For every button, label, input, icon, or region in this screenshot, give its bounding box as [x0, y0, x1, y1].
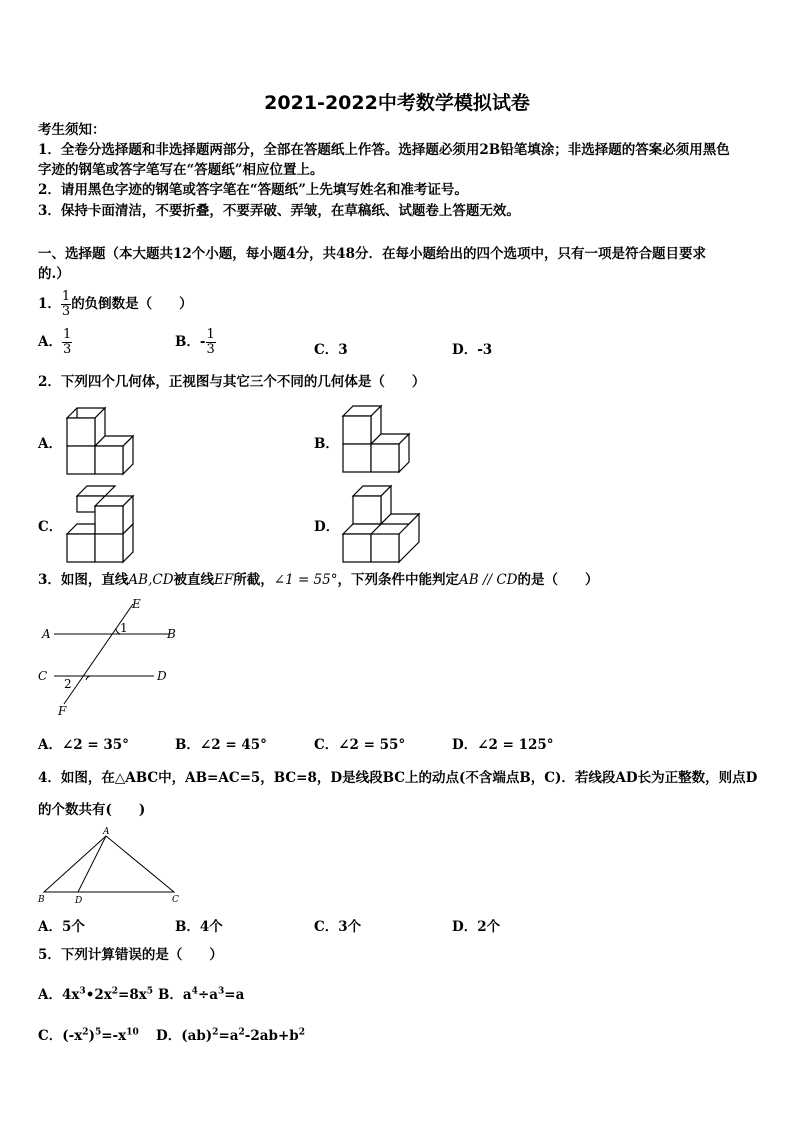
- question-2-option-c: C．: [38, 519, 63, 535]
- exponent: 5: [94, 1027, 102, 1038]
- expr: ): [88, 1028, 95, 1044]
- exponent: 2: [238, 1027, 245, 1038]
- question-1-stem: [38, 290, 193, 319]
- label-a: A: [103, 827, 110, 837]
- question-5-option-a: [38, 983, 153, 1003]
- question-1-number: 1．: [38, 296, 61, 312]
- cube-figure-c: [60, 484, 150, 564]
- label-angle-1: 1: [120, 621, 128, 635]
- question-3-option-c: C．∠2 = 55°: [314, 737, 406, 753]
- question-3-option-b: B．∠2 = 45°: [175, 737, 267, 753]
- question-1-fraction: [61, 290, 71, 319]
- exponent: 2: [82, 1027, 89, 1038]
- stem-text: 的是（ ）: [517, 572, 599, 588]
- expr: B．a: [158, 987, 192, 1003]
- expr: =-x: [101, 1028, 127, 1044]
- question-4-option-b: B．4个: [175, 919, 223, 935]
- expr: A．4x: [38, 987, 80, 1003]
- exponent: 2: [111, 986, 119, 997]
- question-4-option-c: C．3个: [314, 919, 362, 935]
- question-5-option-c: [38, 1024, 139, 1044]
- page-title: 2021-2022中考数学模拟试卷: [264, 92, 530, 114]
- label-a: A: [42, 627, 51, 641]
- question-3-stem: [38, 570, 599, 590]
- question-4-option-d: D．2个: [452, 919, 501, 935]
- question-3-option-d: D．∠2 = 125°: [452, 737, 554, 753]
- question-3-figure: [36, 596, 186, 718]
- question-4-line-1: 4．如图，在△ABC中，AB=AC=5，BC=8，D是线段BC上的动点(不含端点B，C)．若线段AD长为正整数，则点D: [38, 770, 758, 786]
- exponent: 10: [126, 1027, 139, 1038]
- option-label: A．: [38, 334, 62, 350]
- label-e: E: [132, 597, 141, 611]
- stem-text: 3．如图，直线: [38, 572, 129, 588]
- question-2-option-b: B．: [314, 436, 339, 452]
- exponent: 4: [191, 986, 198, 997]
- fraction-numerator: 1: [62, 327, 72, 342]
- question-4-option-a: A．5个: [38, 919, 85, 935]
- exponent: 2: [212, 1027, 219, 1038]
- lines-ab-cd: AB,CD: [128, 572, 174, 588]
- line-ef: EF: [214, 572, 234, 588]
- fraction-numerator: 1: [206, 327, 215, 342]
- label-f: F: [58, 704, 67, 718]
- exponent: 5: [146, 986, 154, 997]
- question-2-option-a: A．: [38, 436, 62, 452]
- expr: D．(ab): [156, 1028, 213, 1044]
- question-1-text: 的负倒数是（ ）: [71, 296, 193, 312]
- question-1-option-b: [175, 328, 216, 357]
- section-heading-line-2: 的.）: [38, 266, 70, 282]
- fraction-denominator: 3: [61, 304, 71, 319]
- label-d: D: [75, 896, 83, 906]
- parallel-condition: AB // CD: [459, 572, 518, 588]
- exponent: 2: [298, 1027, 305, 1038]
- cube-figure-a: [60, 400, 150, 480]
- expr: C．(-x: [38, 1028, 83, 1044]
- label-c: C: [38, 669, 48, 683]
- cube-figure-b: [336, 404, 426, 484]
- angle-1: ∠1 = 55°: [273, 572, 338, 588]
- question-4-line-2: 的个数共有( ): [38, 802, 146, 818]
- exponent: 3: [79, 986, 86, 997]
- stem-text: ，下列条件中能判定: [337, 572, 459, 588]
- question-5-option-b: [158, 983, 244, 1003]
- fraction-numerator: 1: [61, 289, 71, 304]
- question-5-option-d: [156, 1024, 305, 1044]
- notice-line-1a: 1．全卷分选择题和非选择题两部分，全部在答题纸上作答。选择题必须用2B铅笔填涂；非选择题的答案必须用黑色: [38, 142, 730, 158]
- stem-text: 被直线: [173, 572, 215, 588]
- question-2-stem: 2．下列四个几何体，正视图与其它三个不同的几何体是（ ）: [38, 374, 426, 390]
- question-1-option-a: [38, 328, 72, 357]
- question-2-option-d: D．: [314, 519, 340, 535]
- question-1-option-d: D．-3: [452, 342, 493, 358]
- label-c: C: [172, 895, 179, 905]
- fraction-denominator: 3: [206, 342, 215, 357]
- section-heading-line-1: 一、选择题（本大题共12个小题，每小题4分，共48分．在每小题给出的四个选项中，只有一项是符合题目要求: [38, 246, 706, 262]
- fraction-denominator: 3: [62, 342, 72, 357]
- exponent: 3: [218, 986, 225, 997]
- expr: -2ab+b: [244, 1028, 299, 1044]
- expr: •2x: [85, 987, 112, 1003]
- cube-figure-d: [336, 484, 426, 564]
- notice-line-2: 2．请用黑色字迹的钢笔或答字笔在“答题纸”上先填写姓名和准考证号。: [38, 182, 468, 198]
- question-4-figure: [36, 828, 186, 908]
- question-3-option-a: A．∠2 = 35°: [38, 737, 129, 753]
- label-b: B: [167, 627, 176, 641]
- question-5-stem: 5．下列计算错误的是（ ）: [38, 947, 223, 963]
- notice-heading: 考生须知：: [38, 122, 106, 138]
- option-label: B．-: [175, 334, 206, 350]
- label-d: D: [157, 669, 167, 683]
- label-b: B: [38, 895, 45, 905]
- stem-text: 所截，: [233, 572, 274, 588]
- notice-line-3: 3．保持卡面清洁，不要折叠，不要弄破、弄皱，在草稿纸、试题卷上答题无效。: [38, 203, 520, 219]
- notice-line-1b: 字迹的钢笔或答字笔写在“答题纸”相应位置上。: [38, 162, 324, 178]
- expr: ÷a: [197, 987, 218, 1003]
- expr: =8x: [118, 987, 147, 1003]
- expr: =a: [224, 987, 245, 1003]
- question-1-option-c: C．3: [314, 342, 348, 358]
- label-angle-2: 2: [64, 677, 72, 691]
- expr: =a: [218, 1028, 239, 1044]
